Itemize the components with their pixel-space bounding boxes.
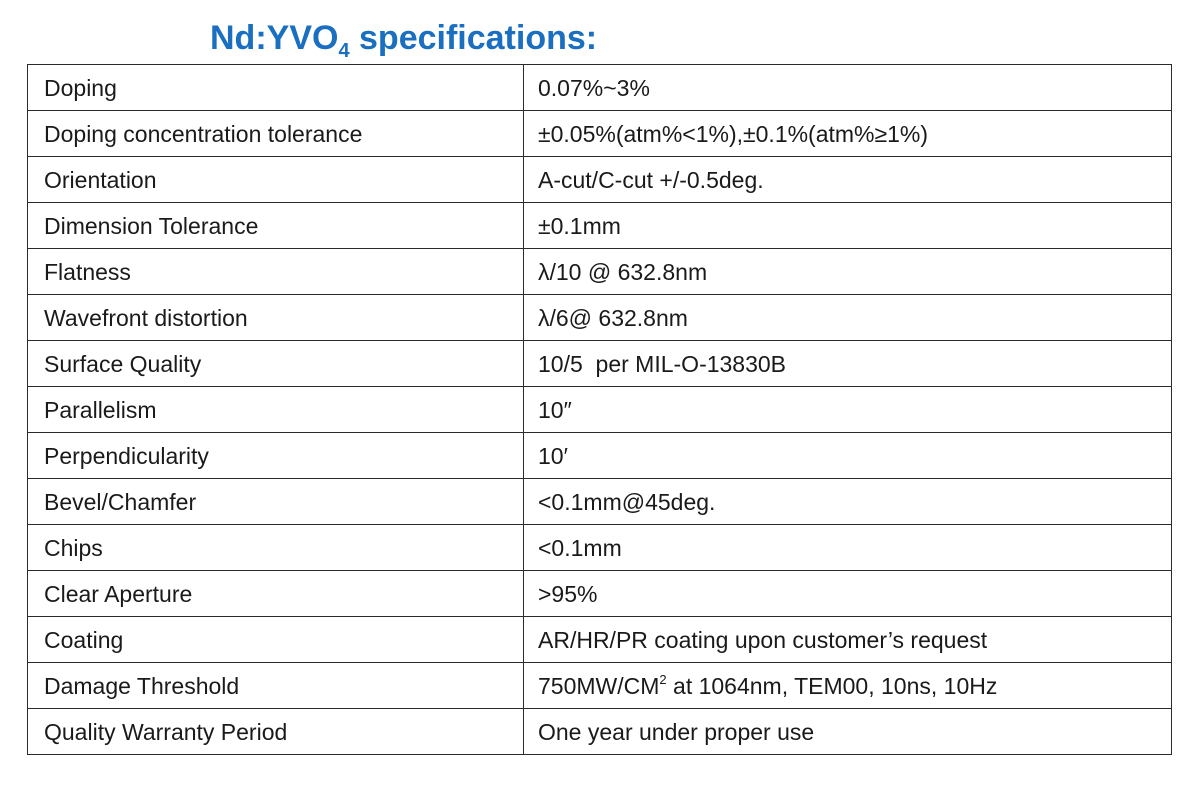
param-cell: Clear Aperture (28, 571, 524, 617)
table-row (28, 433, 1172, 479)
param-cell: Parallelism (28, 387, 524, 433)
value-cell: 0.07%~3% (524, 65, 1172, 111)
value-cell (524, 341, 1172, 387)
table-row (28, 157, 1172, 203)
value-cell: 10′ (524, 433, 1172, 479)
table-row (28, 249, 1172, 295)
table-row (28, 663, 1172, 709)
title-suffix: specifications: (349, 19, 598, 57)
value-cell: <0.1mm@45deg. (524, 479, 1172, 525)
value-cell: >95% (524, 571, 1172, 617)
table-row (28, 111, 1172, 157)
value-cell: λ/6@ 632.8nm (524, 295, 1172, 341)
param-cell: Bevel/Chamfer (28, 479, 524, 525)
param-cell: Wavefront distortion (28, 295, 524, 341)
page-title (210, 16, 597, 60)
title-prefix: Nd:YVO (210, 19, 339, 57)
param-cell: Damage Threshold (28, 663, 524, 709)
value-cell: One year under proper use (524, 709, 1172, 755)
value-main: 750MW/CM (538, 672, 660, 699)
value-superscript: 2 (659, 671, 667, 687)
param-cell: Orientation (28, 157, 524, 203)
specifications-table (27, 64, 1172, 755)
param-cell: Surface Quality (28, 341, 524, 387)
table-row (28, 479, 1172, 525)
table-row (28, 387, 1172, 433)
param-cell: Flatness (28, 249, 524, 295)
value-cell: AR/HR/PR coating upon customer’s request (524, 617, 1172, 663)
table-row (28, 65, 1172, 111)
table-row (28, 525, 1172, 571)
param-cell: Chips (28, 525, 524, 571)
table-row (28, 709, 1172, 755)
table-row (28, 341, 1172, 387)
value-rest: at 1064nm, TEM00, 10ns, 10Hz (666, 672, 998, 699)
value-cell: 10″ (524, 387, 1172, 433)
param-cell: Dimension Tolerance (28, 203, 524, 249)
param-cell: Quality Warranty Period (28, 709, 524, 755)
table-row (28, 295, 1172, 341)
param-cell: Doping (28, 65, 524, 111)
value-cell: λ/10 @ 632.8nm (524, 249, 1172, 295)
title-subscript: 4 (338, 40, 350, 62)
table-row (28, 571, 1172, 617)
param-cell: Perpendicularity (28, 433, 524, 479)
value-cell: ±0.1mm (524, 203, 1172, 249)
param-cell: Coating (28, 617, 524, 663)
value-cell: <0.1mm (524, 525, 1172, 571)
value-cell: A-cut/C-cut +/-0.5deg. (524, 157, 1172, 203)
value-cell (524, 663, 1172, 709)
table-row (28, 203, 1172, 249)
table-row (28, 617, 1172, 663)
param-cell: Doping concentration tolerance (28, 111, 524, 157)
value-cell: ±0.05%(atm%<1%),±0.1%(atm%≥1%) (524, 111, 1172, 157)
value-text: 10/5 per MIL-O-13830B (538, 350, 787, 377)
